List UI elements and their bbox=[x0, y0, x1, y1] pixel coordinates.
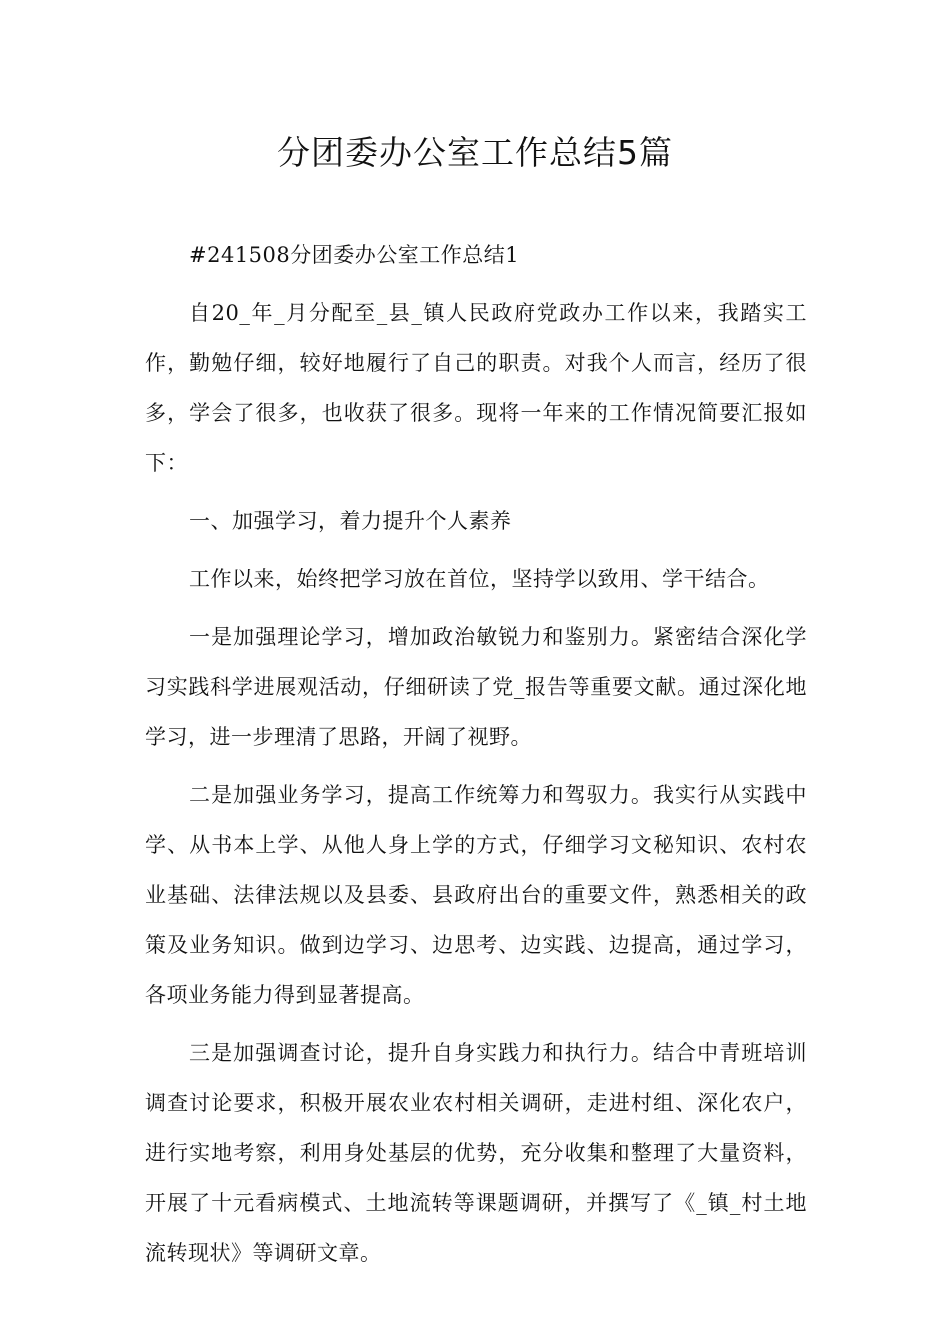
section-heading: #241508分团委办公室工作总结1 bbox=[189, 243, 520, 267]
page-title: 分团委办公室工作总结5篇 bbox=[277, 133, 673, 172]
paragraph: 三是加强调查讨论，提升自身实践力和执行力。结合中青班培训调查讨论要求，积极开展农业农村相关调研，走进村组、深化农户，进行实地考察，利用身处基层的优势，充分收集和整理了大量资料，开展了十元看病模式、土地流转等课题调研，并撰写了《_镇_村土地流转现状》等调研文章。 bbox=[145, 1041, 807, 1265]
subheading: 一、加强学习，着力提升个人素养 bbox=[189, 509, 512, 533]
paragraph: 一是加强理论学习，增加政治敏锐力和鉴别力。紧密结合深化学习实践科学进展观活动，仔细研读了党_报告等重要文献。通过深化地学习，进一步理清了思路，开阔了视野。 bbox=[145, 625, 807, 749]
document-body bbox=[145, 230, 807, 1278]
paragraph: 工作以来，始终把学习放在首位，坚持学以致用、学干结合。 bbox=[189, 567, 770, 591]
intro-paragraph: 自20_年_月分配至_县_镇人民政府党政办工作以来，我踏实工作，勤勉仔细，较好地履行了自己的职责。对我个人而言，经历了很多，学会了很多，也收获了很多。现将一年来的工作情况简要汇报如下： bbox=[145, 301, 807, 475]
paragraph: 二是加强业务学习，提高工作统筹力和驾驭力。我实行从实践中学、从书本上学、从他人身上学的方式，仔细学习文秘知识、农村农业基础、法律法规以及县委、县政府出台的重要文件，熟悉相关的政策及业务知识。做到边学习、边思考、边实践、边提高，通过学习，各项业务能力得到显著提高。 bbox=[145, 783, 807, 1007]
